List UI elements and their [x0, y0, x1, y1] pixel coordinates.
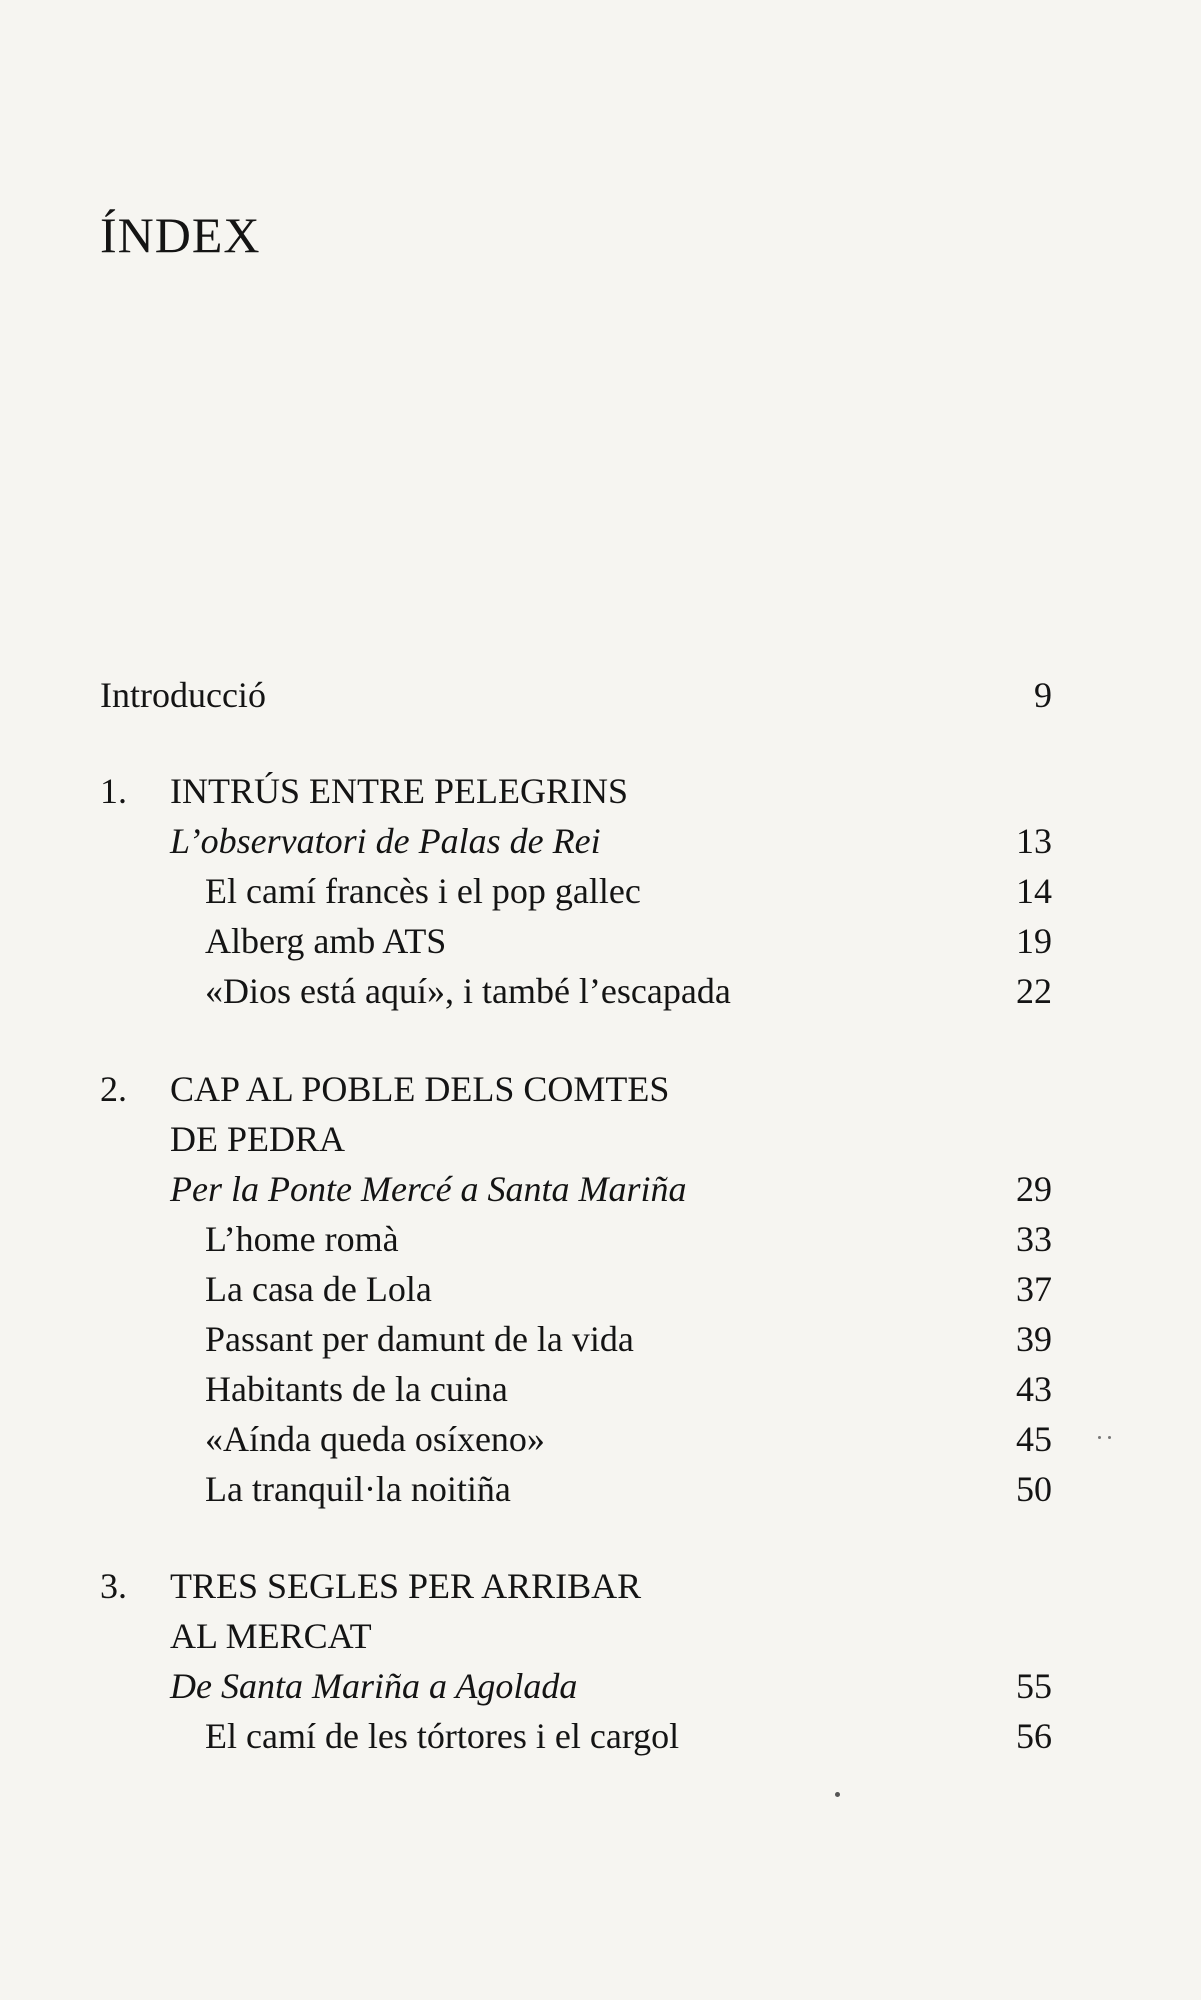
section-subtitle: L’observatori de Palas de Rei [170, 821, 601, 861]
toc-page-number: 56 [1016, 1716, 1052, 1756]
toc-page-number: 50 [1016, 1469, 1052, 1509]
section-number: 1. [100, 771, 127, 811]
chapter-title: Passant per damunt de la vida [205, 1319, 634, 1359]
toc-entry-intro [100, 670, 1052, 720]
toc-page-number: 19 [1016, 921, 1052, 961]
toc-chapter [205, 1314, 1052, 1364]
toc-section-3-heading-cont [170, 1611, 1052, 1661]
toc-chapter [205, 1264, 1052, 1314]
toc-section-1-subtitle [170, 816, 1052, 866]
toc-section-2-heading-cont [170, 1114, 1052, 1164]
chapter-title: Habitants de la cuina [205, 1369, 508, 1409]
chapter-title: Alberg amb ATS [205, 921, 447, 961]
ink-speck [835, 1792, 840, 1797]
toc-entry-label: Introducció [100, 675, 266, 715]
toc-page-number: 39 [1016, 1319, 1052, 1359]
toc-chapter [205, 1464, 1052, 1514]
toc-section-3-subtitle [170, 1661, 1052, 1711]
ink-speck [1108, 1436, 1111, 1439]
toc-chapter [205, 1414, 1052, 1464]
chapter-title: La casa de Lola [205, 1269, 432, 1309]
toc-section-1-heading [100, 766, 1052, 816]
toc-page-number: 29 [1016, 1169, 1052, 1209]
chapter-title: El camí de les tórtores i el cargol [205, 1716, 680, 1756]
toc-page-number: 13 [1016, 821, 1052, 861]
toc-page-number: 37 [1016, 1269, 1052, 1309]
chapter-title: La tranquil·la noitiña [205, 1469, 511, 1509]
toc-page-number: 45 [1016, 1419, 1052, 1459]
toc-page-number: 9 [1034, 675, 1052, 715]
toc-chapter [205, 1711, 1052, 1761]
toc-chapter [205, 916, 1052, 966]
toc-section-3-heading [100, 1561, 1052, 1611]
chapter-title: L’home romà [205, 1219, 399, 1259]
toc-chapter [205, 866, 1052, 916]
ink-speck [1098, 1436, 1101, 1439]
page-title: ÍNDEX [100, 207, 261, 263]
section-subtitle: Per la Ponte Mercé a Santa Mariña [170, 1169, 687, 1209]
section-title: CAP AL POBLE DELS COMTES [170, 1069, 670, 1109]
toc-page-number: 14 [1016, 871, 1052, 911]
toc-page-number: 33 [1016, 1219, 1052, 1259]
toc-section-2-heading [100, 1064, 1052, 1114]
section-number: 2. [100, 1069, 127, 1109]
toc-chapter [205, 1364, 1052, 1414]
chapter-title: «Aínda queda osíxeno» [205, 1419, 545, 1459]
section-title-continued: AL MERCAT [170, 1616, 372, 1656]
toc-page-number: 22 [1016, 971, 1052, 1011]
toc-page-number: 55 [1016, 1666, 1052, 1706]
section-title: TRES SEGLES PER ARRIBAR [170, 1566, 642, 1606]
toc-page-number: 43 [1016, 1369, 1052, 1409]
toc-chapter [205, 966, 1052, 1016]
chapter-title: El camí francès i el pop gallec [205, 871, 641, 911]
section-subtitle: De Santa Mariña a Agolada [170, 1666, 578, 1706]
section-number: 3. [100, 1566, 127, 1606]
toc-chapter [205, 1214, 1052, 1264]
section-title: INTRÚS ENTRE PELEGRINS [170, 771, 628, 811]
toc-section-2-subtitle [170, 1164, 1052, 1214]
chapter-title: «Dios está aquí», i també l’escapada [205, 971, 731, 1011]
section-title-continued: DE PEDRA [170, 1119, 346, 1159]
